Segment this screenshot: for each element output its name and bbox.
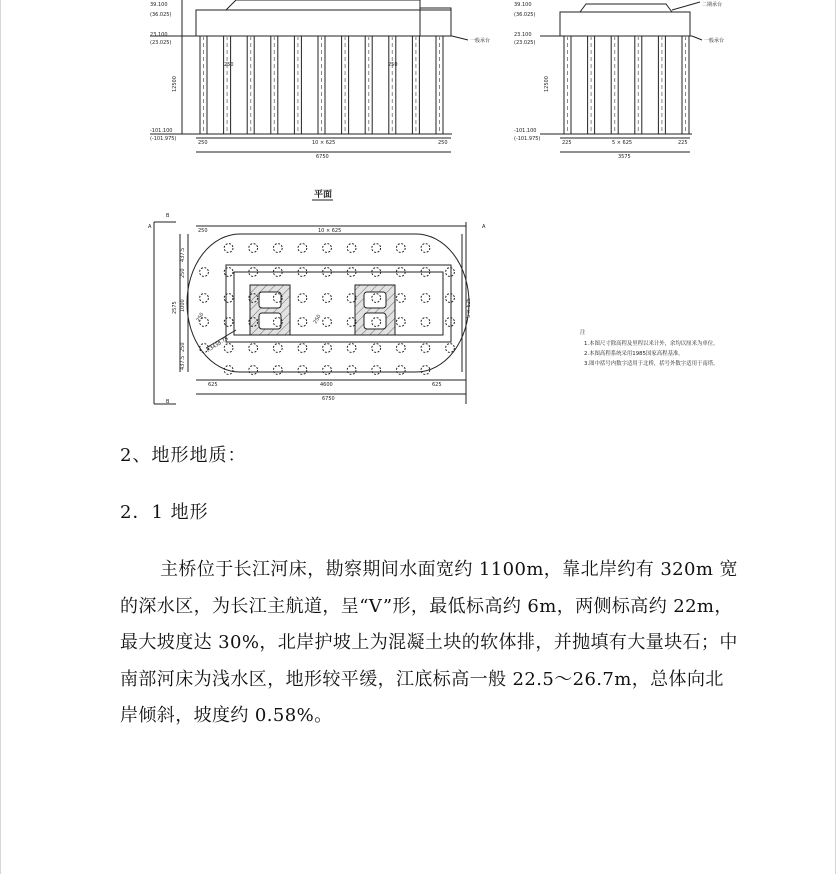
pile-circle [372,244,381,253]
subsection-heading: 2．1 地形 [120,502,209,523]
pile-circle [249,244,258,253]
pile-circle [396,294,405,303]
notes-title: 注 [580,330,586,336]
pile-circle [249,366,258,375]
elevation-right [540,2,702,152]
notes-line: 3.图中括号内数字适用于北桥，括号外数字适用于南塔。 [584,361,719,367]
elevation-left [150,0,468,152]
pile-circle [200,268,209,277]
pile-circle [396,344,405,353]
elev-left-level: (36.025) [150,12,172,18]
elev-left-dim: 250 [438,140,448,146]
plan-title: 平面 [314,190,333,200]
plan-pile-diam: 250 [312,313,323,325]
notes-line: 2.本图高程系统采用1985国家高程基准。 [584,351,684,357]
plan-top-dim: 10 × 625 [318,228,342,234]
pile-circle [396,318,405,327]
plan-top-dim: 250 [198,228,208,234]
pile-circle [200,294,209,303]
pile-circle [396,244,405,253]
elev-left-level: -101.100 [150,128,173,134]
pile-circle [446,344,455,353]
plan-right-dim: 5 × 625 [466,297,472,318]
section-mark: A [148,224,152,230]
pile-circle [421,294,430,303]
pile-circle [446,268,455,277]
pile-circle [224,344,233,353]
section-mark: B [166,213,170,219]
elev-left-spacing: 250 [224,62,234,68]
pile-circle [347,366,356,375]
pile-circle [323,366,332,375]
pile-circle [249,344,258,353]
plan-radius-label: R3438.75 [205,335,230,354]
pile-circle [421,318,430,327]
pile-circle [273,244,282,253]
pile-circle [273,366,282,375]
elev-right-cap-label: 一般承台 [704,38,725,44]
elev-right-level: 23.100 [514,32,532,38]
elev-left-level: (23.025) [150,40,172,46]
elev-right-level: (-101.975) [514,136,541,142]
pile-circle [421,344,430,353]
elev-right-pile-length: 12500 [544,76,550,92]
pile-circle [396,366,405,375]
plan-bottom-total: 6750 [322,396,335,402]
pile-circle [323,294,332,303]
elev-right-dim: 225 [562,140,572,146]
elev-right-level: (36.025) [514,12,536,18]
elev-right-dim: 5 × 625 [612,140,633,146]
pile-circle [298,318,307,327]
foundation-drawing [0,0,836,420]
pile-circle [446,318,455,327]
pile-circle [298,344,307,353]
section-mark: B [166,399,170,405]
section-mark: A [482,224,486,230]
elev-left-pile-length: 12500 [172,76,178,92]
elev-left-level: (-101.975) [150,136,177,142]
pile-circle [372,344,381,353]
plan-bottom-dim: 4600 [320,382,333,388]
notes-line: 1.本图尺寸除高程及里程以米计外，余均以厘米为单位。 [584,341,719,347]
pile-circle [298,366,307,375]
elev-left-level: 39.100 [150,2,168,8]
elev-right-total: 3575 [618,154,631,160]
pile-circle [298,294,307,303]
plan-left-total: 2575 [172,301,178,314]
plan-left-dim: 437.5 [180,355,186,370]
pile-circle [323,244,332,253]
pile-circle [298,244,307,253]
plan-left-dim: 437.5 [180,247,186,262]
plan-left-dim: 250 [180,342,186,352]
pile-circle [372,366,381,375]
elev-right-top-label: 二期承台 [702,2,723,8]
plan-bottom-dim: 625 [432,382,442,388]
plan-left-dim: 250 [180,268,186,278]
plan-pile-diam: 250 [195,311,206,323]
elev-right-level: (23.025) [514,40,536,46]
elev-left-cap-label: 一般承台 [470,38,491,44]
pile-circle [323,344,332,353]
pile-circle [446,294,455,303]
pile-circle [323,318,332,327]
body-paragraph-text: 主桥位于长江河床，勘察期间水面宽约 1100m，靠北岸约有 320m 宽的深水区，为长江主航道，呈“V”形，最低标高约 6m，两侧标高约 22m，最大坡度达 30%，北岸护坡上为混凝土块的软体排，并抛填有大量块石；中南部河床为浅水区，地形较平缓，江底标高一般 22.5～26.7m，总体向北岸倾斜，坡度约 0.58%。 [120,559,738,726]
pile-circle [347,244,356,253]
elev-left-dim: 250 [198,140,208,146]
elev-left-level: 23.100 [150,32,168,38]
pile-circle [421,244,430,253]
elev-right-dim: 225 [678,140,688,146]
pile-circle [224,244,233,253]
pile-circle [273,344,282,353]
elev-left-total: 6750 [316,154,329,160]
body-paragraph [120,552,740,735]
section-heading: 2、地形地质： [120,445,247,466]
plan-left-dim: 1000 [180,299,186,312]
pile-circle [347,344,356,353]
elev-right-level: -101.100 [514,128,537,134]
elev-left-dim: 10 × 625 [312,140,336,146]
elev-left-spacing: 250 [388,62,398,68]
plan-bottom-dim: 625 [208,382,218,388]
elev-right-level: 39.100 [514,2,532,8]
